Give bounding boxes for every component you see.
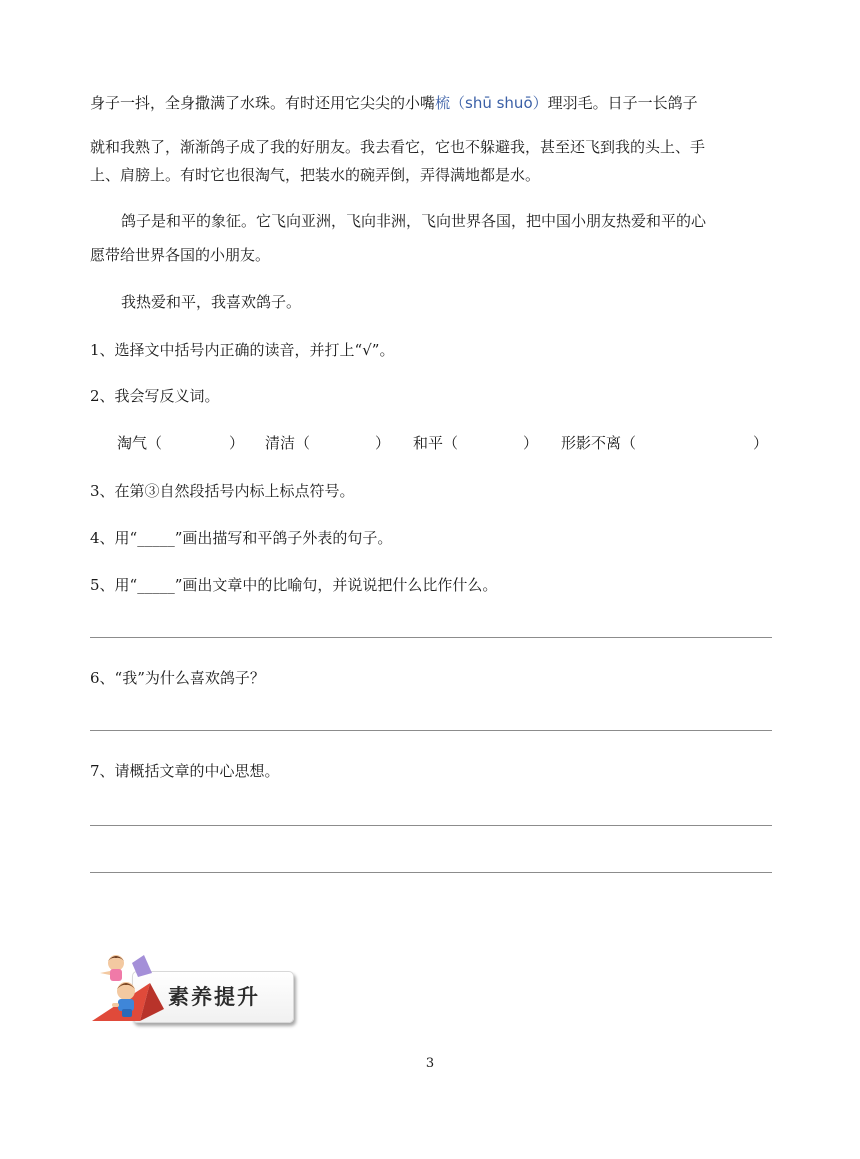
antonym-item-4 — [561, 433, 636, 453]
kids-paper-plane-icon — [92, 951, 172, 1027]
question-1: 1、选择文中括号内正确的读音，并打上“√”。 — [90, 341, 395, 359]
antonym-close-2[interactable]: ） — [375, 434, 391, 452]
antonym-word: 清洁（ — [265, 434, 311, 452]
question-3: 3、在第③自然段括号内标上标点符号。 — [90, 482, 355, 500]
page-number: 3 — [425, 1056, 435, 1071]
answer-line-7b[interactable] — [90, 872, 772, 873]
badge-label: 素养提升 — [168, 985, 260, 1009]
antonym-word: 和平（ — [413, 434, 459, 452]
answer-line-6[interactable] — [90, 730, 772, 731]
paragraph-3: 我热爱和平，我喜欢鸽子。 — [121, 293, 302, 311]
passage-line-1 — [90, 93, 772, 113]
question-6: 6、“我”为什么喜欢鸽子？ — [90, 669, 265, 687]
antonym-word: 淘气（ — [117, 434, 163, 452]
pinyin-choice: 梳（shū shuō） — [435, 94, 548, 112]
antonym-item-2 — [265, 433, 310, 453]
answer-line-5[interactable] — [90, 637, 772, 638]
question-4: 4、用“_____”画出描写和平鸽子外表的句子。 — [90, 529, 393, 547]
passage-line-1-text-b: 理羽毛。日子一长鸽子 — [547, 94, 698, 112]
question-5: 5、用“_____”画出文章中的比喻句，并说说把什么比作什么。 — [90, 576, 498, 594]
paragraph-2-line-2: 愿带给世界各国的小朋友。 — [90, 246, 271, 264]
antonym-item-3 — [413, 433, 458, 453]
antonym-close-1[interactable]: ） — [229, 434, 245, 452]
antonym-close-4[interactable]: ） — [753, 434, 769, 452]
question-7: 7、请概括文章的中心思想。 — [90, 762, 280, 780]
antonym-close-3[interactable]: ） — [523, 434, 539, 452]
section-badge — [92, 967, 292, 1022]
paragraph-2-line-1: 鸽子是和平的象征。它飞向亚洲，飞向非洲，飞向世界各国，把中国小朋友热爱和平的心 — [121, 212, 707, 230]
question-2: 2、我会写反义词。 — [90, 387, 220, 405]
antonym-item-1 — [117, 433, 162, 453]
passage-line-3: 上、肩膀上。有时它也很淘气，把装水的碗弄倒，弄得满地都是水。 — [90, 166, 541, 184]
passage-line-2: 就和我熟了，渐渐鸽子成了我的好朋友。我去看它，它也不躲避我，甚至还飞到我的头上、手 — [90, 138, 706, 156]
antonym-word: 形影不离（ — [561, 434, 637, 452]
answer-line-7a[interactable] — [90, 825, 772, 826]
passage-line-1-text-a: 身子一抖，全身撒满了水珠。有时还用它尖尖的小嘴 — [90, 94, 436, 112]
